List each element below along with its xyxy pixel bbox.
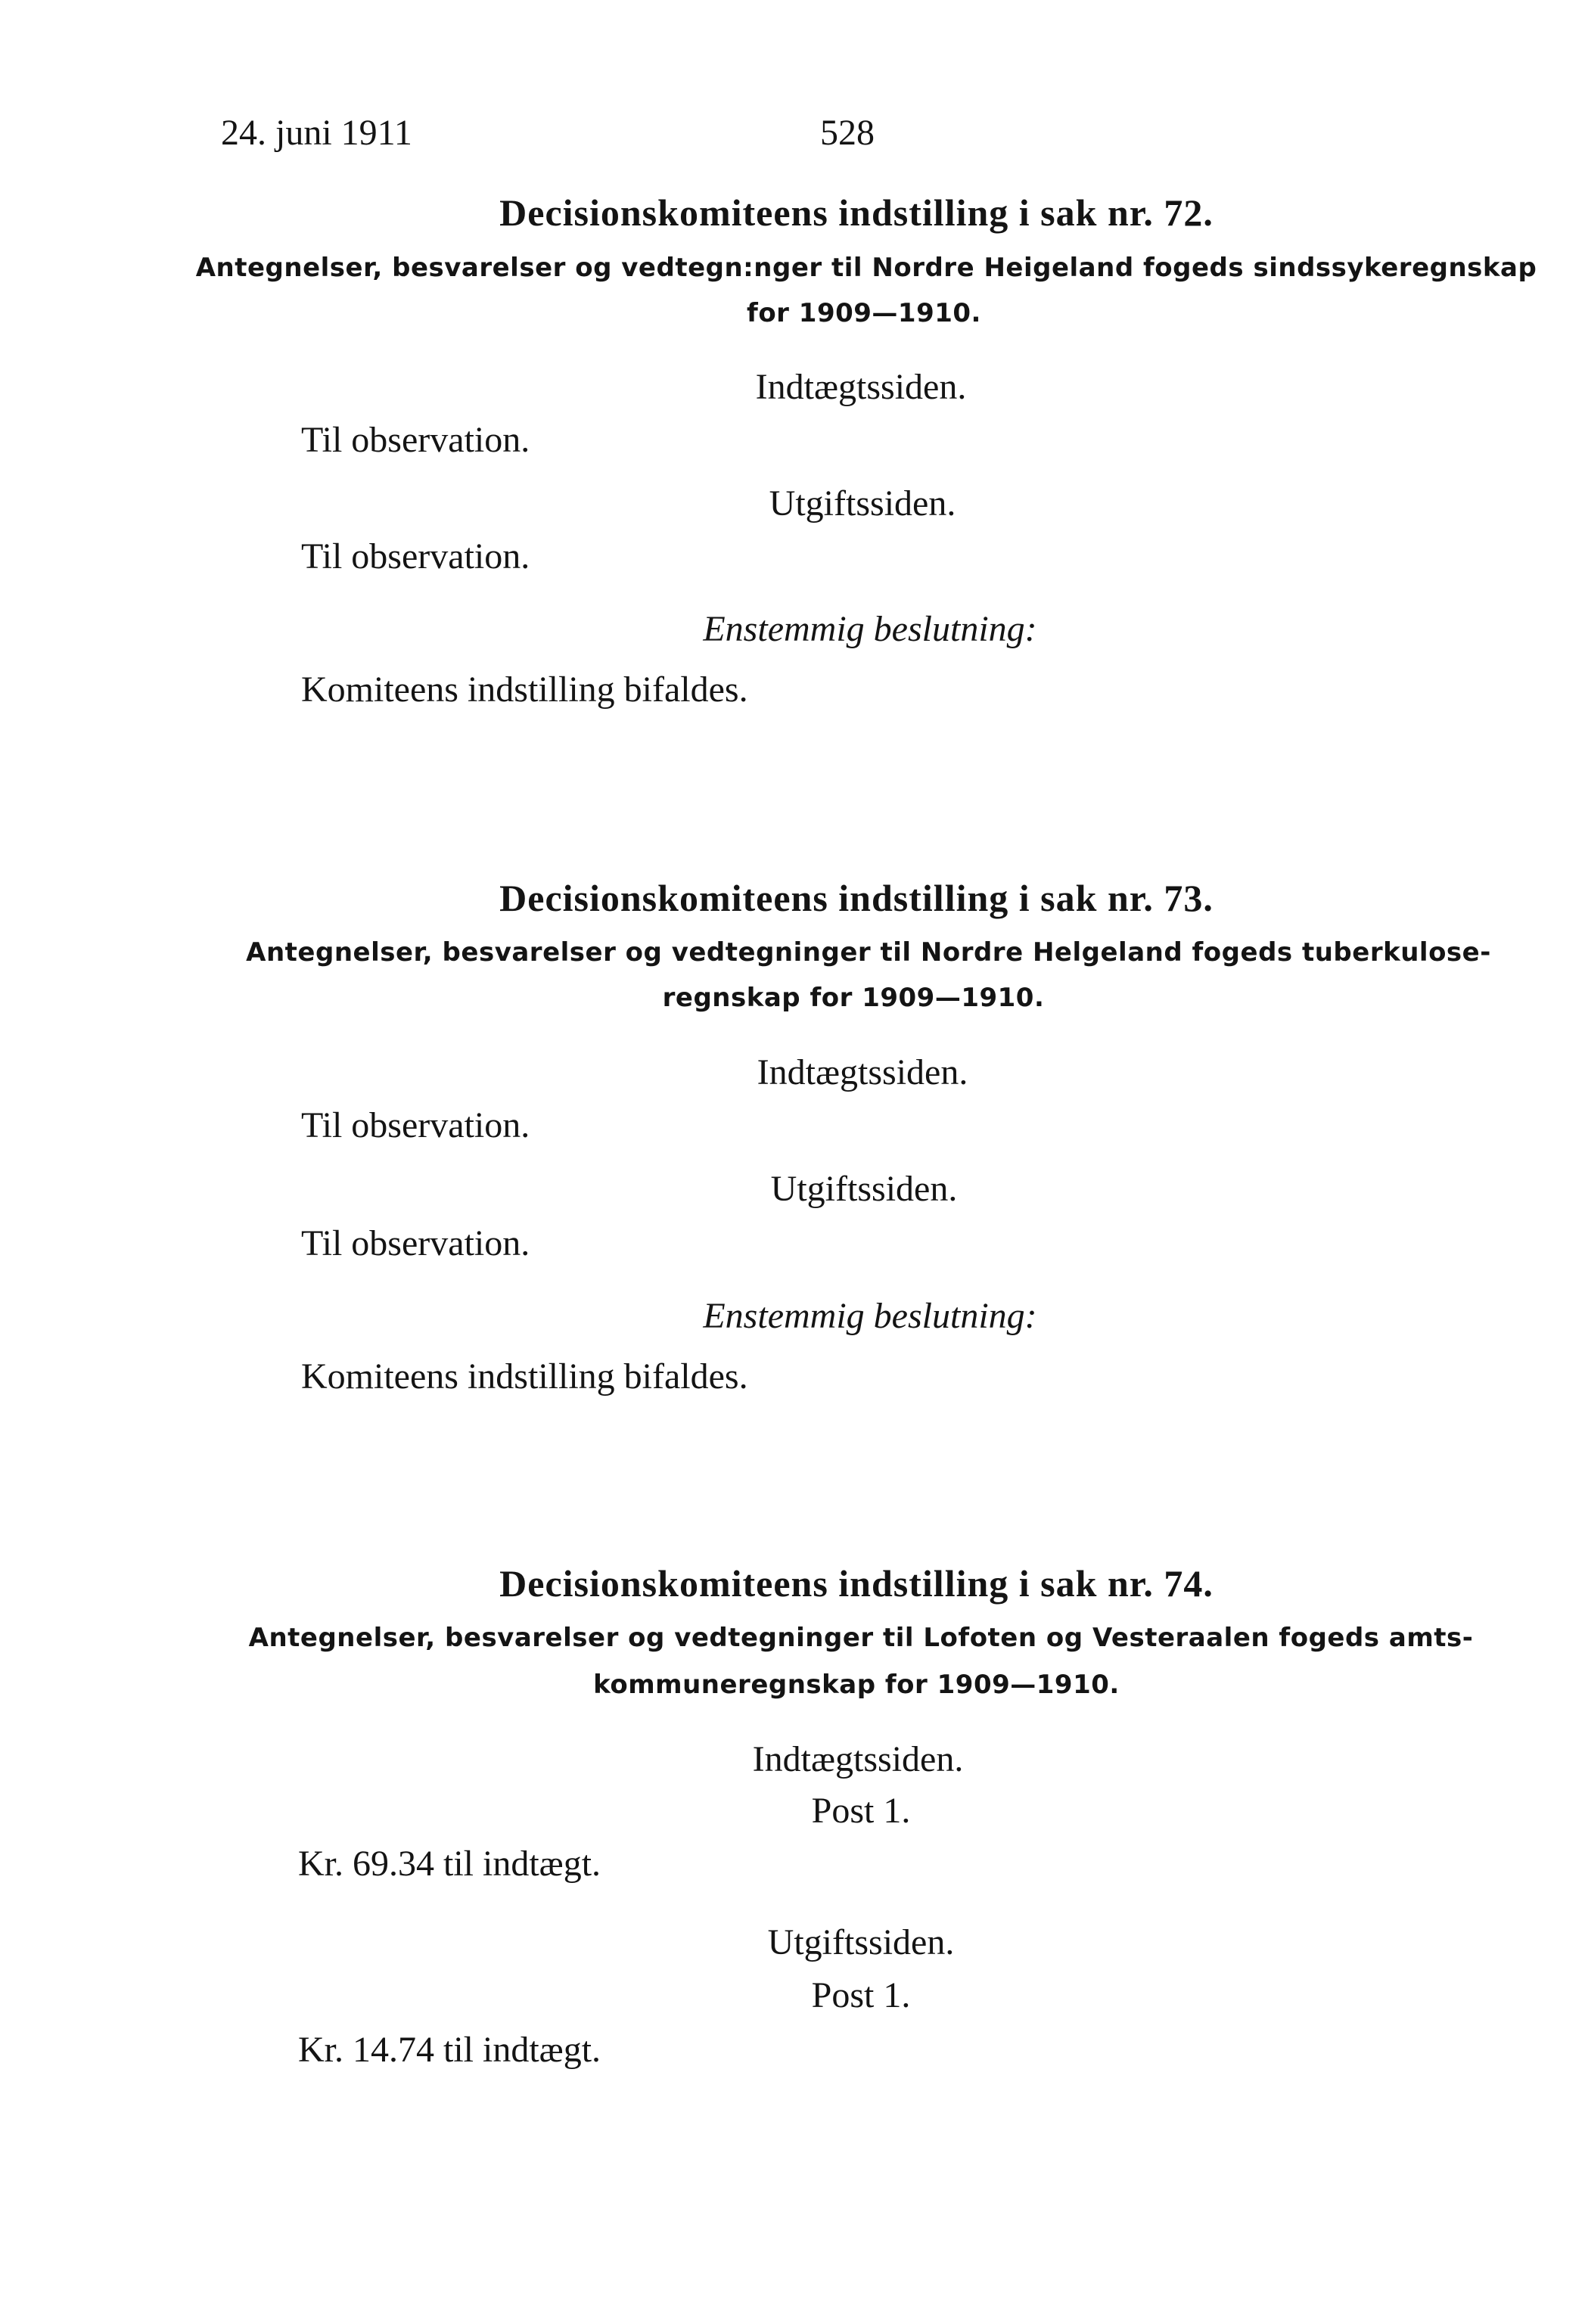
section-subtitle-line-2: for 1909—1910. [747, 298, 981, 328]
decision-label: Enstemmig beslutning: [703, 1296, 1037, 1336]
expense-side-heading: Utgiftssiden. [770, 1169, 958, 1209]
decision-text: Komiteens indstilling bifaldes. [301, 1356, 748, 1397]
income-side-heading: Indtægtssiden. [755, 367, 967, 407]
income-side-heading: Indtægtssiden. [752, 1739, 964, 1779]
page-number: 528 [820, 113, 875, 153]
expense-side-heading: Utgiftssiden. [767, 1922, 955, 1962]
page-date: 24. juni 1911 [221, 113, 412, 153]
income-side-note: Til observation. [301, 420, 530, 460]
section-title: Decisionskomiteens indstilling i sak nr. 73. [499, 877, 1214, 919]
section-subtitle-line-2: kommuneregnskap for 1909—1910. [593, 1670, 1120, 1700]
income-amount-note: Kr. 69.34 til indtægt. [298, 1844, 601, 1884]
expense-amount-note: Kr. 14.74 til indtægt. [298, 2030, 601, 2070]
section-title: Decisionskomiteens indstilling i sak nr. 74. [499, 1562, 1214, 1605]
section-subtitle-line-1: Antegnelser, besvarelser og vedtegninger til Nordre Helgeland fogeds tuberkulose- [246, 937, 1491, 968]
income-side-heading: Indtægtssiden. [757, 1052, 968, 1092]
expense-post-number: Post 1. [811, 1975, 911, 2015]
income-post-number: Post 1. [811, 1791, 911, 1831]
income-side-note: Til observation. [301, 1105, 530, 1145]
decision-text: Komiteens indstilling bifaldes. [301, 670, 748, 710]
expense-side-heading: Utgiftssiden. [769, 483, 956, 524]
section-subtitle-line-2: regnskap for 1909—1910. [662, 983, 1045, 1013]
section-subtitle-line-1: Antegnelser, besvarelser og vedtegninger til Lofoten og Vesteraalen fogeds amts- [248, 1623, 1474, 1653]
expense-side-note: Til observation. [301, 536, 530, 576]
section-subtitle-line-1: Antegnelser, besvarelser og vedtegn:nger til Nordre Heigeland fogeds sindssykeregnskap [195, 253, 1537, 283]
section-title: Decisionskomiteens indstilling i sak nr. 72. [499, 191, 1214, 234]
decision-label: Enstemmig beslutning: [703, 609, 1037, 649]
expense-side-note: Til observation. [301, 1223, 530, 1263]
